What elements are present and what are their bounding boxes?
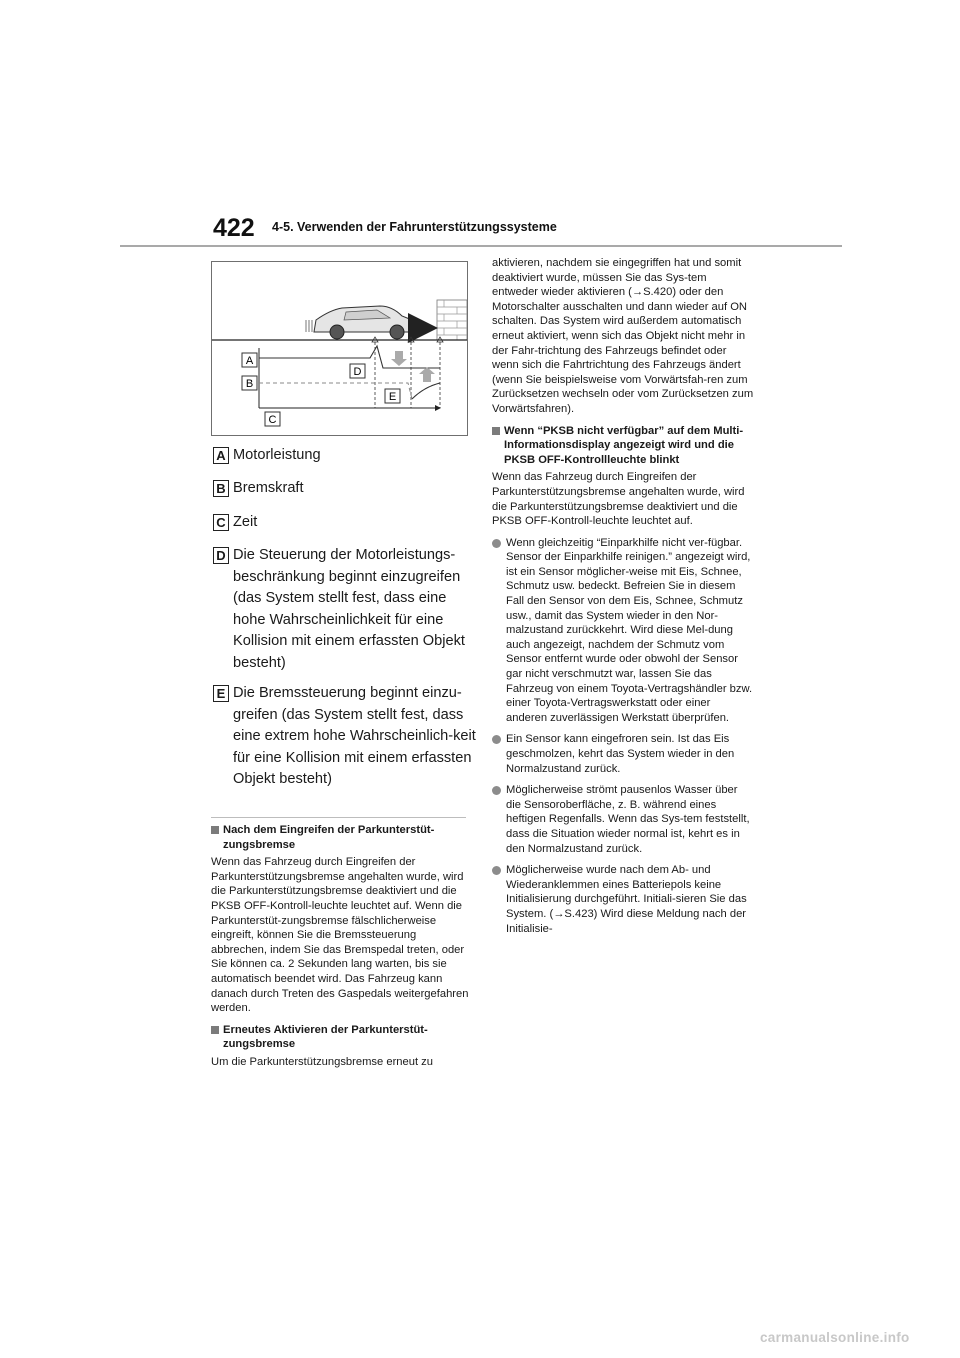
label-d — [350, 364, 365, 378]
chapter-title: 4-5. Verwenden der Fahrunterstützungssysteme — [272, 220, 557, 234]
bullet-dot-icon — [492, 735, 501, 744]
svg-text:C: C — [268, 414, 277, 426]
legend-letter: A — [213, 447, 229, 464]
car-illustration — [306, 306, 433, 339]
watermark: carmanualsonline.info — [760, 1330, 910, 1345]
svg-text:D: D — [353, 366, 362, 378]
legend-letter: E — [213, 685, 229, 702]
section-heading: Erneutes Aktivieren der Parkunterstüt- zungsbremse — [211, 1023, 473, 1052]
brake-force-line — [259, 383, 440, 399]
legend-text: Die Steuerung der Motorleistungs-beschränkung beginnt einzugreifen (das System stellt fest, dass eine hohe Wahrscheinlichkeit für eine Kollision mit einem erfassten Objekt besteht) — [233, 547, 465, 671]
label-a — [242, 353, 257, 367]
page-number: 422 — [213, 214, 255, 242]
bullet-dot-icon — [492, 786, 501, 795]
legend-letter: D — [213, 547, 229, 564]
list-item: Möglicherweise wurde nach dem Ab- und Wiederanklemmen eines Batteriepols keine Initialisierung durchgeführt. Initiali-sieren Sie das System. (→S.423) Wird diese Meldung nach der Initialisie- — [492, 863, 754, 936]
square-bullet-icon — [211, 1026, 219, 1034]
label-b — [242, 376, 257, 390]
diagram-graphic — [212, 262, 467, 435]
list-item: Wenn gleichzeitig “Einparkhilfe nicht ver-fügbar. Sensor der Einparkhilfe reinigen.” angezeigt wird, ist ein Sensor möglicher-weise mit Eis, Schnee, Schmutz usw. bedeckt. Befreien Sie in diesem Fall den Sensor von dem Eis, Schnee, Schmutz usw., damit das System wieder in den Nor-malzustand zurückkehrt. Wird diese Mel-dung auch angezeigt, nachdem der Schmutz vom Sensor entfernt wurde oder obwohl der Sensor gar nicht verschmutzt war, lassen Sie das Fahrzeug von einem Toyota-Vertragshändler bzw. einer Toyota-Vertragswerkstatt oder einer anderen zuverlässigen Werkstatt überprüfen. — [492, 536, 754, 726]
brick-wall — [437, 300, 467, 340]
header-rule — [120, 245, 842, 247]
left-column — [211, 823, 473, 1070]
section-heading: Nach dem Eingreifen der Parkunterstüt- zungsbremse — [211, 823, 473, 852]
legend-letter: B — [213, 480, 229, 497]
right-column — [492, 256, 754, 943]
legend-text: Motorleistung — [233, 447, 321, 463]
bullet-dot-icon — [492, 539, 501, 548]
legend-text: Die Bremssteuerung beginnt einzu-greifen (das System stellt fest, dass eine extrem hohe Wahrscheinlich-keit für eine Kollision mit einem erfassten Objekt besteht) — [233, 685, 476, 787]
paragraph: Um die Parkunterstützungsbremse erneut zu — [211, 1055, 433, 1068]
section-divider — [211, 817, 466, 818]
svg-text:E: E — [388, 391, 397, 403]
legend-letter: C — [213, 514, 229, 531]
legend-text: Bremskraft — [233, 480, 304, 496]
svg-text:A: A — [245, 355, 254, 367]
label-e — [385, 389, 400, 403]
bullet-dot-icon — [492, 866, 501, 875]
list-item: Ein Sensor kann eingefroren sein. Ist das Eis geschmolzen, kehrt das System wieder in den Normalzustand zurück. — [492, 732, 754, 776]
list-item: Möglicherweise strömt pausenlos Wasser über die Sensoroberfläche, z. B. während eines heftigen Regenfalls. Wenn das Sys-tem feststellt, dass die Situation wieder normal ist, kehrt es in den Normalzustand zurück. — [492, 783, 754, 856]
legend-text: Zeit — [233, 514, 258, 530]
pksb-timing-diagram — [211, 261, 468, 436]
paragraph: Wenn das Fahrzeug durch Eingreifen der Parkunterstützungsbremse angehalten wurde, wird die Parkunterstützungsbremse deaktiviert und die PKSB OFF-Kontroll-leuchte leuchtet auf. Wenn die Parkunterstüt-zungsbremse fälschlicherweise eingreift, können Sie die Bremssteuerung abbrechen, indem Sie das Bremspedal treten, oder Sie können ca. 2 Sekunden lang warten, bis sie automatisch beendet wird. Das Fahrzeug kann danach durch Treten des Gaspedals weitergefahren werden. — [211, 856, 469, 1015]
label-c — [265, 412, 280, 426]
paragraph: Wenn das Fahrzeug durch Eingreifen der Parkunterstützungsbremse angehalten wurde, wird die Parkunterstützungsbremse deaktiviert und die PKSB OFF-Kontroll-leuchte leuchtet auf. — [492, 471, 745, 528]
section-heading: Wenn “PKSB nicht verfügbar” auf dem Multi-Informationsdisplay angezeigt wird und die PKSB OFF-Kontrollleuchte blinkt — [492, 424, 754, 468]
paragraph: aktivieren, nachdem sie eingegriffen hat und somit deaktiviert wurde, müssen Sie das Sys-tem entweder wieder aktivieren (→S.420) oder den Motorschalter ausschalten und dann wieder auf ON schalten. Das System wird außerdem automatisch erneut aktiviert, wenn sich das Objekt nicht mehr in der Fahr-trichtung des Fahrzeugs befindet oder wenn sich die Fahrtrichtung des Fahrzeugs ändert (wenn Sie beispielsweise vom Vorwärtsfah-ren zum Zurücksetzen wechseln oder vom Zurücksetzen zum Vorwärtsfahren). — [492, 257, 754, 415]
svg-text:B: B — [245, 378, 254, 390]
square-bullet-icon — [492, 427, 500, 435]
square-bullet-icon — [211, 826, 219, 834]
